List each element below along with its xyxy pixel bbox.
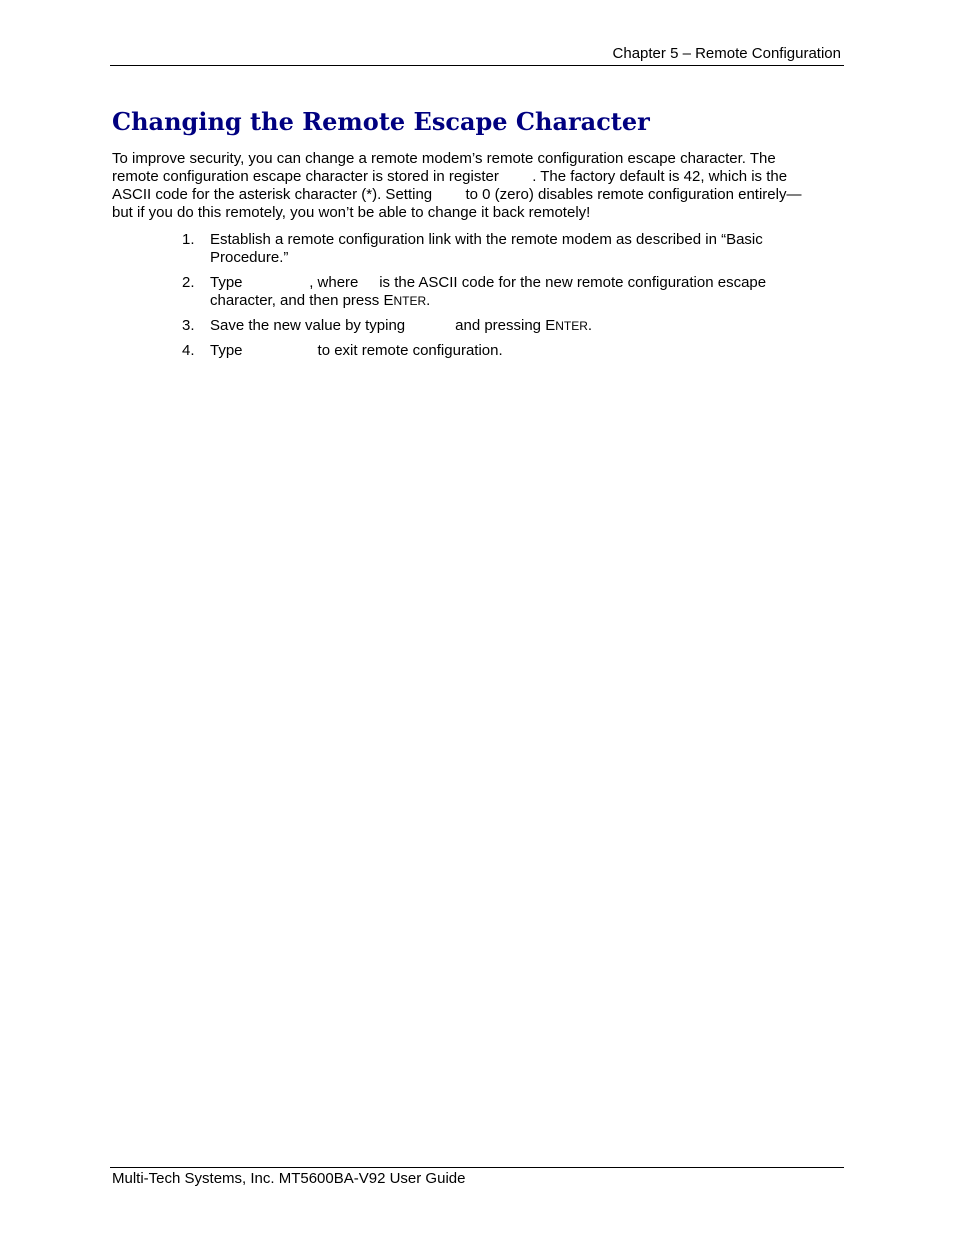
step-number: 1. [182, 231, 195, 248]
step-text-suffix: . [587, 317, 593, 334]
step-text-suffix: . [426, 292, 431, 309]
list-item [180, 231, 820, 267]
step-number: 4. [182, 342, 195, 359]
step-text: Type , where is the ASCII code for the new remote configuration escape [210, 274, 767, 291]
running-footer: Multi-Tech Systems, Inc. MT5600BA-V92 User Guide [112, 1170, 466, 1187]
step-text: Establish a remote configuration link with the remote modem as described in “Basic [210, 231, 763, 248]
list-item [180, 274, 820, 310]
intro-line-2: remote configuration escape character is stored in register . The factory default is 42, which is the [112, 168, 788, 185]
list-item [180, 317, 820, 335]
step-number: 3. [182, 317, 195, 334]
intro-paragraph [112, 150, 847, 222]
step-number: 2. [182, 274, 195, 291]
step-text [210, 317, 820, 335]
enter-key-label: NTER [555, 319, 588, 333]
step-text-prefix: character, and then press E [210, 292, 394, 309]
running-header: Chapter 5 – Remote Configuration [612, 45, 841, 62]
header-rule [110, 65, 844, 66]
footer-rule [110, 1167, 844, 1168]
intro-line-3: ASCII code for the asterisk character (*). Setting to 0 (zero) disables remote configuration entirely— [112, 186, 802, 203]
steps-list [180, 231, 820, 367]
step-text-prefix: Save the new value by typing and pressing E [210, 317, 556, 334]
list-item [180, 342, 820, 360]
section-title: Changing the Remote Escape Character [112, 107, 650, 136]
intro-line-1: To improve security, you can change a remote modem’s remote configuration escape character. The [112, 150, 776, 167]
step-text: Type to exit remote configuration. [210, 342, 503, 359]
intro-line-4: but if you do this remotely, you won’t be able to change it back remotely! [112, 204, 591, 221]
enter-key-label: NTER [393, 294, 427, 308]
step-text-continued: Procedure.” [210, 249, 289, 266]
step-text-continued [210, 292, 820, 310]
